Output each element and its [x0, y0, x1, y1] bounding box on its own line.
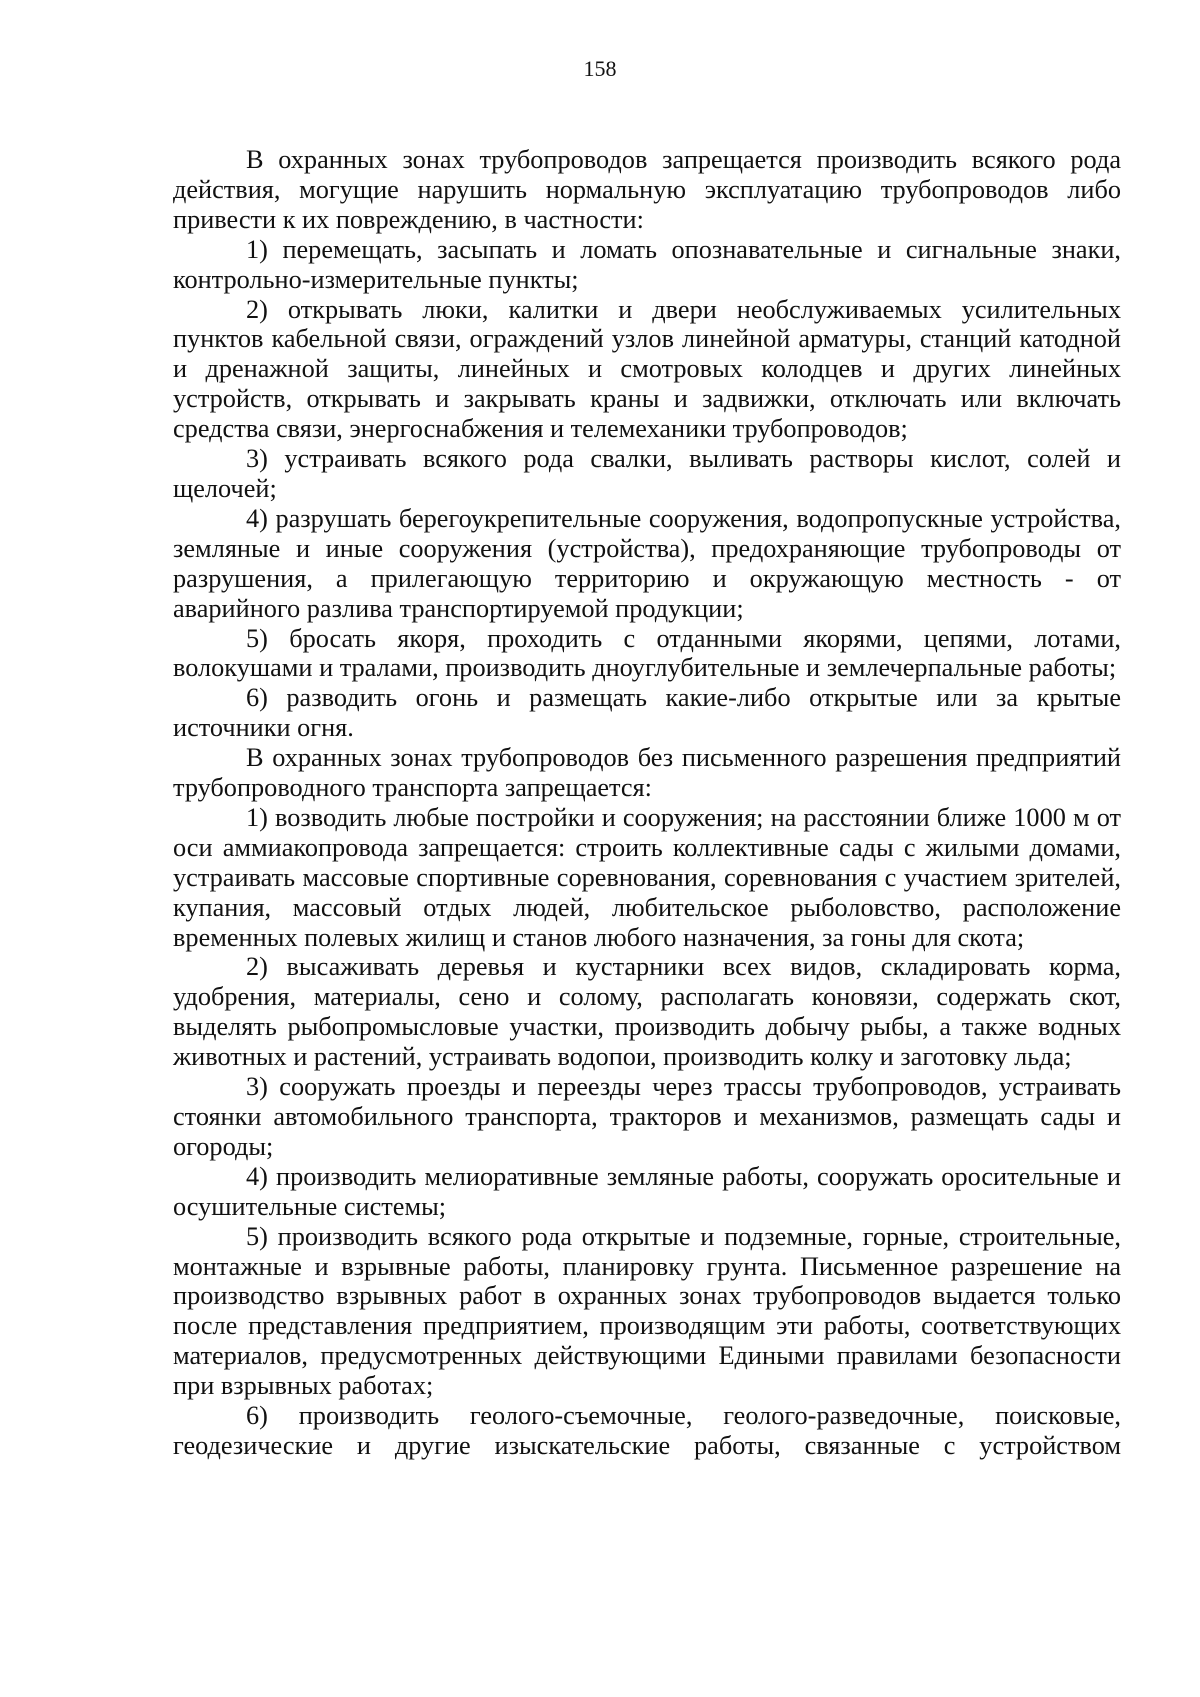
list-item-1: 1) перемещать, засыпать и ломать опознавательные и сигнальные знаки, контрольно-измерительные пункты;	[173, 234, 1121, 294]
permission-item-5: 5) производить всякого рода открытые и подземные, горные, строительные, монтажные и взрывные работы, планировку грунта. Письменное разрешение на производство взрывных работ в охранных зонах трубопроводов выдается только после представления предприятием, производящим эти работы, соответствующих материалов, предусмотренных действующими Едиными правилами безопасности при взрывных работах;	[173, 1221, 1121, 1401]
document-body	[173, 145, 1121, 1461]
list-item-5: 5) бросать якоря, проходить с отданными якорями, цепями, лотами, волокушами и тралами, производить дноуглубительные и землечерпальные работы;	[173, 623, 1121, 683]
permission-item-3: 3) сооружать проезды и переезды через трассы трубопроводов, устраивать стоянки автомобильного транспорта, тракторов и механизмов, размещать сады и огороды;	[173, 1072, 1121, 1161]
paragraph-intro-restrictions: В охранных зонах трубопроводов запрещается производить всякого рода действия, могущие нарушить нормальную эксплуатацию трубопроводов либо привести к их повреждению, в частности:	[173, 145, 1121, 234]
paragraph-intro-permission: В охранных зонах трубопроводов без письменного разрешения предприятий трубопроводного транспорта запрещается:	[173, 743, 1121, 803]
permission-item-4: 4) производить мелиоративные земляные работы, сооружать оросительные и осушительные системы;	[173, 1161, 1121, 1221]
page-number: 158	[583, 56, 617, 81]
list-item-2: 2) открывать люки, калитки и двери необслуживаемых усилительных пунктов кабельной связи, ограждений узлов линейной арматуры, станций катодной и дренажной защиты, линейных и смотровых колодцев и других линейных устройств, открывать и закрывать краны и задвижки, отключать или включать средства связи, энергоснабжения и телемеханики трубопроводов;	[173, 294, 1121, 444]
list-item-6: 6) разводить огонь и размещать какие-либо открытые или за крытые источники огня.	[173, 683, 1121, 743]
list-item-3: 3) устраивать всякого рода свалки, выливать растворы кислот, солей и щелочей;	[173, 444, 1121, 503]
permission-item-6: 6) производить геолого-съемочные, геолого-разведочные, поисковые, геодезические и другие изыскательские работы, связанные с устройством	[173, 1401, 1121, 1460]
permission-item-2: 2) высаживать деревья и кустарники всех видов, складировать корма, удобрения, материалы, сено и солому, располагать коновязи, содержать скот, выделять рыбопромысловые участки, производить добычу рыбы, а также водных животных и растений, устраивать водопои, производить колку и заготовку льда;	[173, 952, 1121, 1072]
permission-item-1: 1) возводить любые постройки и сооружения; на расстоянии ближе 1000 м от оси аммиакопровода запрещается: строить коллективные сады с жилыми домами, устраивать массовые спортивные соревнования, соревнования с участием зрителей, купания, массовый отдых людей, любительское рыболовство, расположение временных полевых жилищ и станов любого назначения, за гоны для скота;	[173, 802, 1121, 952]
list-item-4: 4) разрушать берегоукрепительные сооружения, водопропускные устройства, земляные и иные сооружения (устройства), предохраняющие трубопроводы от разрушения, а прилегающую территорию и окружающую местность - от аварийного разлива транспортируемой продукции;	[173, 503, 1121, 623]
